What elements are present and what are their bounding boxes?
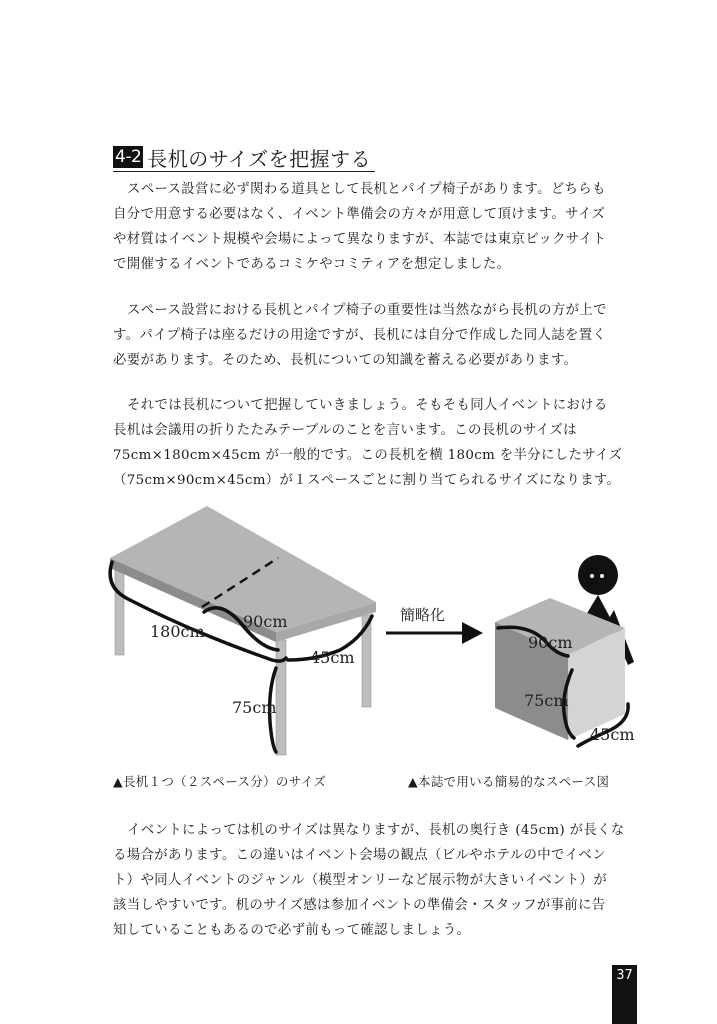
text-line: スペース設営に必ず関わる道具として長机とパイプ椅子があります。どちらも [127, 182, 606, 197]
caption-right: ▲本誌で用いる簡易的なスペース図 [408, 774, 610, 789]
text-line: （75cm×90cm×45cm）が１スペースごとに割り当てられるサイズになります。 [113, 473, 621, 488]
paragraph-4 [113, 818, 643, 943]
section-heading [113, 143, 375, 172]
length-label: 180cm [150, 622, 205, 641]
half-length-label: 90cm [243, 612, 288, 631]
text-line: る場合があります。この違いはイベント会場の観点（ビルやホテルの中でイベン [113, 848, 606, 863]
text-line: スペース設営における長机とパイプ椅子の重要性は当然ながら長机の方が上で [127, 303, 607, 318]
box-depth-label: 45cm [590, 725, 635, 744]
text-line: 自分で用意する必要はなく、イベント準備会の方々が用意して頂けます。サイズ [113, 207, 606, 222]
section-title: 長机のサイズを把握する [147, 146, 372, 171]
text-line: 75cm×180cm×45cm が一般的です。この長机を横 180cm を半分にしたサイズ [113, 448, 623, 463]
text-line: や材質はイベント規模や会場によって異なりますが、本誌では東京ビックサイト [113, 232, 607, 247]
paragraph-1 [113, 177, 643, 277]
text-line: 知していることもあるので必ず前もって確認しましょう。 [113, 923, 471, 938]
paragraph-3 [113, 393, 643, 493]
section-number: 4-2 [115, 147, 142, 167]
text-line: 該当しやすいです。机のサイズ感は参加イベントの準備会・スタッフが事前に告 [113, 898, 606, 913]
box-width-label: 90cm [528, 633, 573, 652]
depth-label: 45cm [310, 648, 355, 667]
text-line: す。パイプ椅子は座るだけの用途ですが、長机には自分で作成した同人誌を置く [113, 328, 607, 343]
text-line: イベントによっては机のサイズは異なりますが、長机の奥行き (45cm) が長くな [127, 823, 625, 838]
desk-diagram [100, 500, 660, 765]
simplify-label: 簡略化 [400, 606, 446, 624]
paragraph-2 [113, 298, 643, 373]
text-line: 必要があります。そのため、長机についての知識を蓄える必要があります。 [113, 353, 578, 368]
page-number: 37 [612, 965, 637, 1024]
text-line: で開催するイベントであるコミケやコミティアを想定しました。 [113, 257, 511, 272]
text-line: ト）や同人イベントのジャンル（模型オンリーなど展示物が大きいイベント）が [113, 873, 608, 888]
box-height-label: 75cm [524, 691, 569, 710]
text-line: それでは長机について把握していきましょう。そもそも同人イベントにおける [127, 398, 608, 413]
simplify-arrow [386, 622, 483, 644]
height-label: 75cm [232, 698, 277, 717]
text-line: 長机は会議用の折りたたみテーブルのことを言います。この長机のサイズは [113, 423, 577, 438]
desk-size-figure [100, 500, 660, 765]
caption-left: ▲長机１つ（２スペース分）のサイズ [113, 774, 327, 789]
